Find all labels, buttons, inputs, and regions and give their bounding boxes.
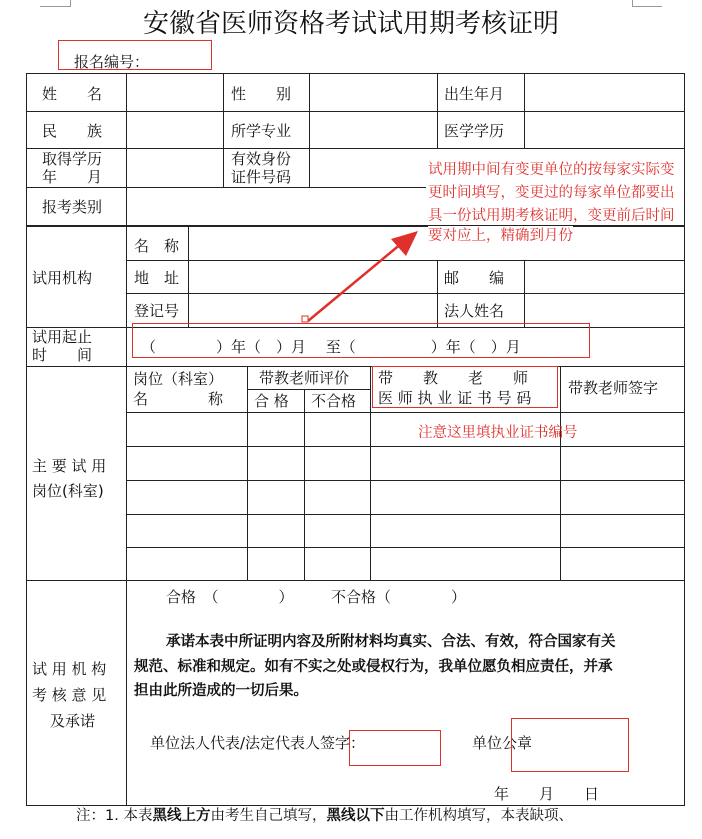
signature-box[interactable] (349, 730, 441, 766)
institution-label: 试用机构 (32, 269, 93, 287)
footnote-bold-below: 黑线以下 (326, 808, 385, 824)
annotation-arrow-icon (290, 225, 430, 330)
table-line (26, 580, 685, 581)
id-number-label-2: 证件号码 (231, 168, 292, 186)
footnote-prefix: 注：1. 本表 (76, 808, 153, 824)
exam-type-field[interactable] (127, 188, 425, 225)
change-note-line-4: 要对应上，精确到月份 (428, 228, 573, 244)
seal-box[interactable] (511, 718, 629, 772)
footnote (76, 806, 573, 826)
main-posts-label: 主 要 试 用 (32, 457, 107, 475)
table-line (684, 73, 685, 805)
change-note-line-3: 具一份试用期考核证明，变更前后时间 (428, 208, 675, 224)
legal-person-label: 法人姓名 (444, 302, 505, 320)
promise-line-3: 担由此所造成的一切后果。 (134, 683, 308, 699)
postcode-label: 邮 编 (444, 269, 505, 287)
degree-date-label: 取得学历 (42, 150, 103, 168)
table-line (437, 73, 438, 148)
trial-period-label-2: 时 间 (32, 346, 93, 364)
certificate-note: 注意这里填执业证书编号 (418, 425, 578, 441)
mentor-signature-header: 带教老师签字 (568, 379, 659, 397)
degree-date-label-2: 年 月 (42, 168, 103, 186)
medical-degree-field[interactable] (525, 112, 684, 148)
postcode-field[interactable] (525, 261, 684, 293)
registration-no-label: 登记号 (134, 302, 180, 320)
birth-date-field[interactable] (525, 74, 684, 111)
opinion-label-2: 考 核 意 见 (32, 686, 107, 704)
major-field[interactable] (310, 112, 437, 148)
post-row[interactable] (127, 515, 684, 547)
main-posts-label-2: 岗位(科室) (32, 482, 104, 500)
post-row[interactable] (127, 413, 684, 446)
table-line (223, 73, 224, 187)
ethnicity-label: 民 族 (42, 122, 103, 140)
medical-degree-label: 医学学历 (444, 122, 505, 140)
post-name-header-2: 名 称 (133, 390, 224, 408)
birth-date-label: 出生年月 (444, 85, 505, 103)
post-row[interactable] (127, 481, 684, 514)
post-row[interactable] (127, 447, 684, 480)
change-note-line-2: 更时间填写，变更过的每家单位都要出 (428, 185, 675, 201)
table-line (26, 366, 685, 367)
fail-header: 不合格 (311, 392, 357, 410)
degree-date-field[interactable] (127, 149, 223, 187)
exam-type-label: 报考类别 (42, 198, 103, 216)
promise-line-1: 承诺本表中所证明内容及所附材料均真实、合法、有效，符合国家有关 (166, 634, 616, 650)
post-name-header: 岗位（科室） (133, 370, 224, 388)
table-line (248, 389, 370, 390)
footnote-bold-above: 黑线上方 (152, 808, 211, 824)
post-row[interactable] (127, 548, 684, 580)
footnote-mid: 由考生自己填写， (210, 808, 327, 824)
gender-field[interactable] (310, 74, 437, 111)
ethnicity-field[interactable] (127, 112, 223, 148)
pass-fail-line: 合格 （ ） 不合格（ ） (166, 588, 467, 606)
footnote-suffix: 由工作机构填写，本表缺项、 (384, 808, 573, 824)
unit-seal-label: 单位公章 (472, 734, 533, 752)
trial-period-text: （ ）年（ ）月 至（ ）年（ ）月 (141, 338, 521, 356)
table-line (437, 260, 438, 327)
certificate-number-header: 带 教 老 师 (378, 369, 529, 387)
major-label: 所学专业 (231, 122, 292, 140)
institution-address-label: 地 址 (134, 269, 180, 287)
trial-period-label: 试用起止 (32, 328, 93, 346)
name-label: 姓 名 (42, 85, 103, 103)
id-number-field[interactable] (310, 149, 437, 187)
id-number-label: 有效身份 (231, 150, 292, 168)
registration-number-label: 报名编号： (74, 53, 150, 71)
document-title: 安徽省医师资格考试试用期考核证明 (142, 9, 559, 39)
mentor-evaluation-header: 带教老师评价 (259, 369, 350, 387)
legal-representative-signature-label: 单位法人代表/法定代表人签字： (150, 734, 366, 752)
opinion-label-3: 及承诺 (50, 712, 96, 730)
date-line: 年 月 日 (494, 785, 600, 803)
change-note-line-1: 试用期中间有变更单位的按每家实际变 (428, 162, 675, 178)
pass-header: 合 格 (254, 392, 289, 410)
name-field[interactable] (127, 74, 223, 111)
table-line (26, 73, 27, 805)
opinion-label: 试 用 机 构 (32, 660, 107, 678)
promise-line-2: 规范、标准和规定。如有不实之处或侵权行为，我单位愿负相应责任，并承 (134, 659, 613, 675)
institution-name-label: 名 称 (134, 237, 180, 255)
gender-label: 性 别 (231, 85, 292, 103)
certificate-number-header-2: 医 师 执 业 证 书 号 码 (378, 389, 532, 407)
